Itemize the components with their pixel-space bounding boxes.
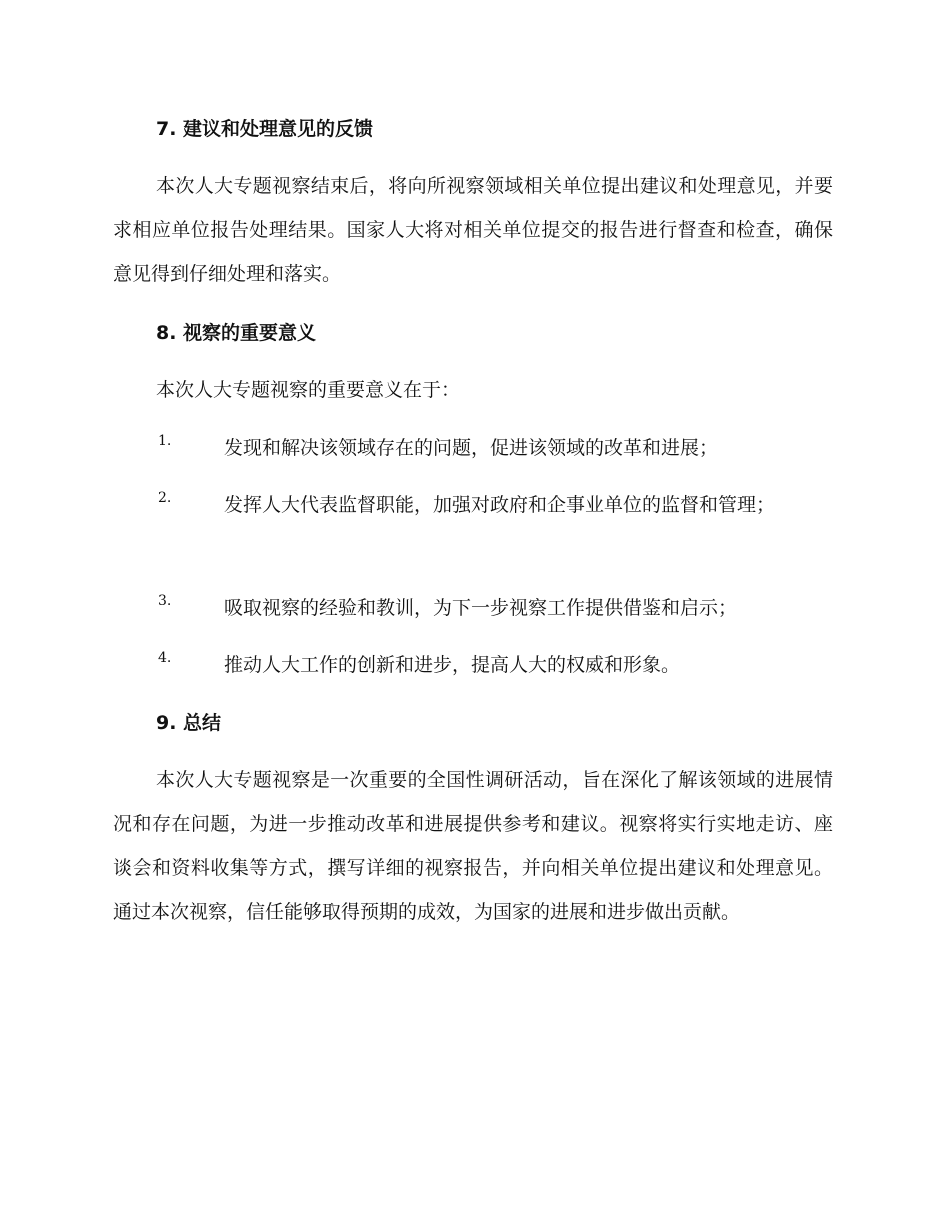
list-item-1	[113, 426, 833, 470]
list-number: 2.	[158, 490, 172, 506]
list-number: 1.	[158, 433, 172, 449]
list-item-text: 吸取视察的经验和教训，为下一步视察工作提供借鉴和启示；	[224, 597, 738, 619]
section-7-heading: 7. 建议和处理意见的反馈	[156, 118, 374, 140]
section-7-paragraph: 本次人大专题视察结束后，将向所视察领域相关单位提出建议和处理意见，并要求相应单位报告处理结果。国家人大将对相关单位提交的报告进行督查和检查，确保意见得到仔细处理和落实。	[113, 175, 833, 285]
section-8-lead: 本次人大专题视察的重要意义在于：	[156, 379, 461, 401]
list-item-text: 发现和解决该领域存在的问题，促进该领域的改革和进展；	[224, 437, 719, 459]
list-number: 4.	[158, 650, 172, 666]
list-item-3	[113, 586, 833, 630]
list-item-2	[113, 483, 833, 527]
list-number: 3.	[158, 593, 172, 609]
list-item-text: 发挥人大代表监督职能，加强对政府和企事业单位的监督和管理；	[224, 494, 776, 516]
section-9-heading: 9. 总结	[156, 712, 222, 734]
list-item-4	[113, 643, 833, 687]
section-9-paragraph: 本次人大专题视察是一次重要的全国性调研活动，旨在深化了解该领域的进展情况和存在问题，为进一步推动改革和进展提供参考和建议。视察将实行实地走访、座谈会和资料收集等方式，撰写详细的视察报告，并向相关单位提出建议和处理意见。通过本次视察，信任能够取得预期的成效，为国家的进展和进步做出贡献。	[113, 769, 833, 923]
section-8-heading: 8. 视察的重要意义	[156, 322, 317, 344]
list-item-text: 推动人大工作的创新和进步，提高人大的权威和形象。	[224, 654, 681, 676]
